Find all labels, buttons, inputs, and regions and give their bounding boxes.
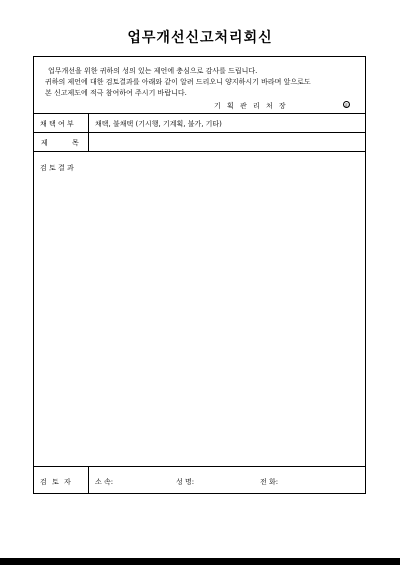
seal-icon: 印 <box>344 103 349 108</box>
divider <box>34 113 365 114</box>
adoption-value: 채택, 불채택 (기시행, 기계획, 불가, 기타) <box>95 120 222 128</box>
subject-label: 제 목 <box>41 139 83 147</box>
bottom-border-bar <box>0 558 400 565</box>
intro-section <box>34 57 365 113</box>
reviewer-label: 검 토 자 <box>40 478 71 486</box>
phone-label: 전 화: <box>260 478 279 486</box>
divider <box>34 466 365 467</box>
reply-form <box>33 56 366 494</box>
name-label: 성 명: <box>176 478 195 486</box>
adoption-label: 채 택 여 부 <box>40 120 74 128</box>
column-divider <box>88 466 89 494</box>
column-divider <box>88 113 89 151</box>
intro-line-3: 본 신고제도에 적극 참여하여 주시기 바랍니다. <box>45 89 187 97</box>
divider <box>34 151 365 152</box>
intro-line-1: 업무개선을 위한 귀하의 성의 있는 제언에 충심으로 감사를 드립니다. <box>48 67 258 75</box>
intro-line-2: 귀하의 제언에 대한 검토결과를 아래와 같이 알려 드리오니 양지하시기 바라며 앞으로도 <box>45 78 311 86</box>
department-label: 소 속: <box>95 478 114 486</box>
review-results-label: 검 토 결 과 <box>40 164 74 172</box>
divider <box>34 132 365 133</box>
signature-line: 기 획 관 리 처 장 <box>214 102 288 110</box>
page-title: 업무개선신고처리회신 <box>127 30 273 46</box>
